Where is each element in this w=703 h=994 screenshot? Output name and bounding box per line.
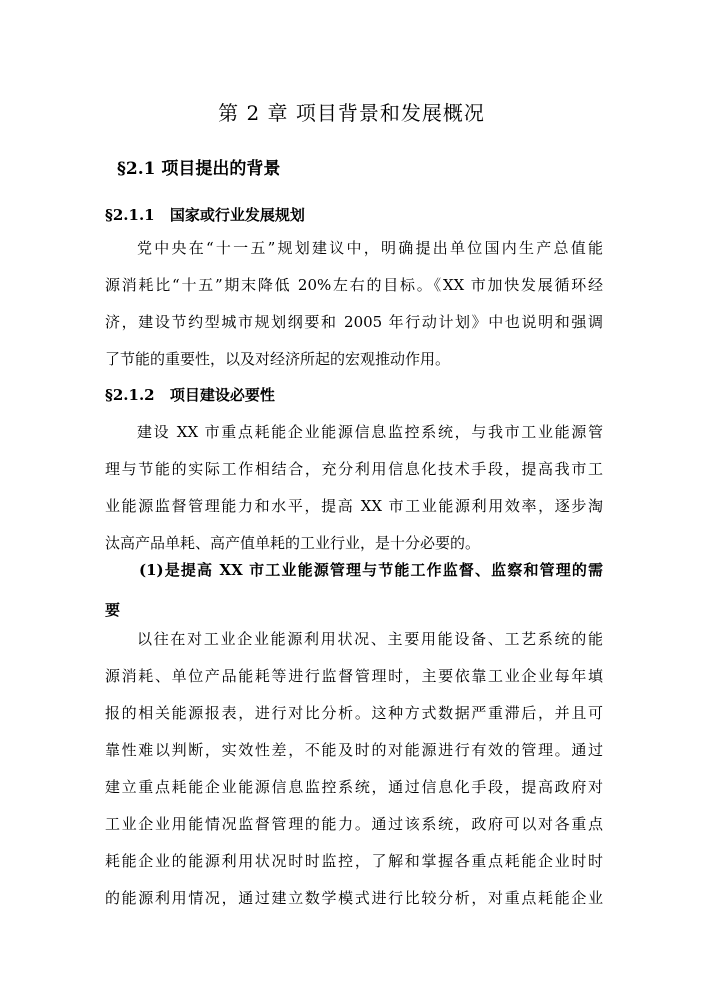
paragraph-line: 业能源监督管理能力和水平，提高 XX 市工业能源利用效率，逐步淘 <box>105 497 603 515</box>
paragraph-necessity <box>105 414 603 562</box>
point-heading-line: (1)是提高 XX 市工业能源管理与节能工作监督、监察和管理的需 <box>139 561 603 579</box>
paragraph-line: 建立重点耗能企业能源信息监控系统，通过信息化手段，提高政府对 <box>105 778 603 796</box>
paragraph-line: 党中央在“十一五”规划建议中，明确提出单位国内生产总值能 <box>137 239 603 257</box>
paragraph-line: 的能源利用情况，通过建立数学模式进行比较分析，对重点耗能企业 <box>105 889 603 907</box>
subsection-heading-2-1-1 <box>105 202 305 228</box>
section-title: 项目提出的背景 <box>161 159 281 179</box>
subsection-title: 国家或行业发展规划 <box>169 206 305 224</box>
paragraph-line: 靠性难以判断，实效性差，不能及时的对能源进行有效的管理。通过 <box>105 741 603 759</box>
subsection-number: §2.1.1 <box>105 206 155 224</box>
subsection-title: 项目建设必要性 <box>169 386 275 404</box>
point-heading-1 <box>105 550 603 630</box>
paragraph-line: 源消耗比“十五”期末降低 20%左右的目标。《XX 市加快发展循环经 <box>105 276 603 294</box>
paragraph-line: 理与节能的实际工作相结合，充分利用信息化技术手段，提高我市工 <box>105 460 603 478</box>
subsection-number: §2.1.2 <box>105 386 155 404</box>
paragraph-line: 济，建设节约型城市规划纲要和 2005 年行动计划》中也说明和强调 <box>105 313 603 331</box>
chapter-title: 第 2 章 项目背景和发展概况 <box>218 101 485 125</box>
subsection-heading-2-1-2 <box>105 382 275 408</box>
point-heading-line: 要 <box>105 601 121 619</box>
paragraph-line: 了节能的重要性，以及对经济所起的宏观推动作用。 <box>105 350 451 368</box>
paragraph-line: 汰高产品单耗、高产值单耗的工业行业，是十分必要的。 <box>105 534 481 552</box>
paragraph-line: 报的相关能源报表，进行对比分析。这种方式数据严重滞后，并且可 <box>105 704 603 722</box>
paragraph-planning <box>105 230 603 378</box>
paragraph-line: 源消耗、单位产品能耗等进行监督管理时，主要依靠工业企业每年填 <box>105 667 603 685</box>
section-heading <box>117 155 280 183</box>
paragraph-line: 建设 XX 市重点耗能企业能源信息监控系统，与我市工业能源管 <box>137 423 603 441</box>
section-number: §2.1 <box>117 159 156 179</box>
paragraph-line: 耗能企业的能源利用状况时时监控，了解和掌握各重点耗能企业时时 <box>105 852 603 870</box>
paragraph-line: 工业企业用能情况监督管理的能力。通过该系统，政府可以对各重点 <box>105 815 603 833</box>
paragraph-point-1 <box>105 621 603 917</box>
paragraph-line: 以往在对工业企业能源利用状况、主要用能设备、工艺系统的能 <box>137 630 603 648</box>
